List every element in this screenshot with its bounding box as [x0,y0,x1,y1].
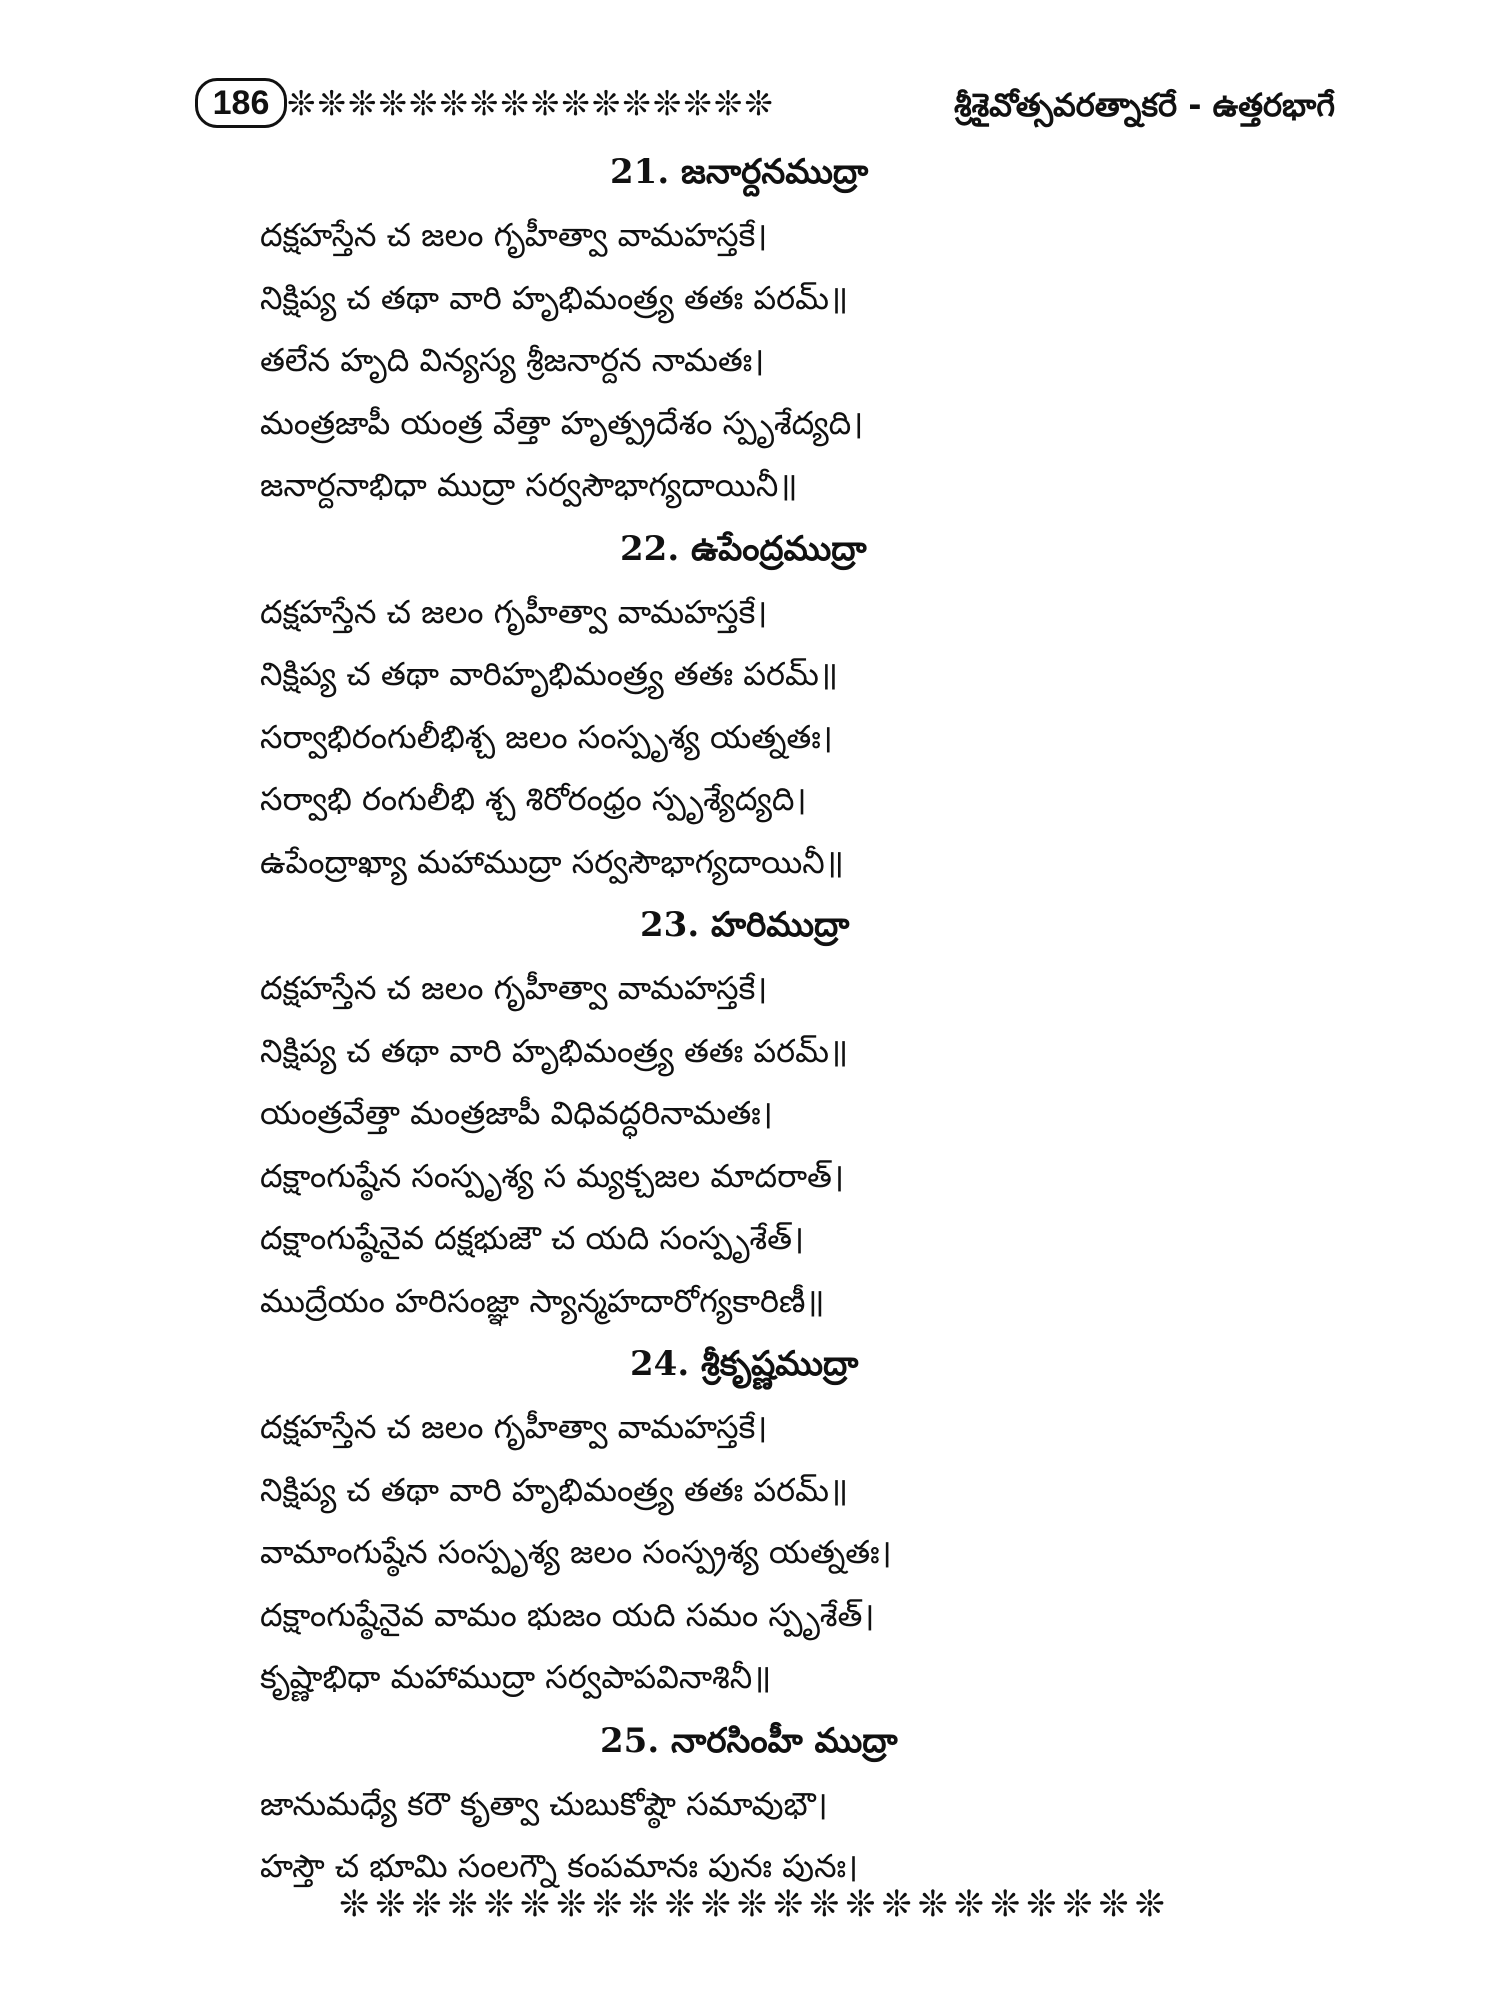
verse-line: కృష్ణాభిధా మహాముద్రా సర్వపాపవినాశినీ॥ [260,1658,772,1696]
verse-line: దక్షహస్తేన చ జలం గృహీత్వా వామహస్తకే। [260,969,768,1007]
section-heading: 21. జనార్దనముద్రా [610,152,869,192]
verse-line: ఉపేంద్రాఖ్యా మహాముద్రా సర్వసౌభాగ్యదాయినీ॥ [260,842,844,881]
section-22 [260,517,1260,894]
verse-line: సర్వాభి రంగులీభి శ్చ శిరోరంధ్రం స్పృశ్యేద్యది। [260,780,807,818]
verse-line: నిక్షిప్య చ తథా వారి హృభిమంత్ర్య తతః పరమ్॥ [260,1470,849,1509]
verse-line: దక్షాంగుష్ఠేనైవ దక్షభుజౌ చ యది సంస్పృశేత్। [260,1219,805,1257]
section-heading: 25. నారసింహీ ముద్రా [600,1720,898,1761]
section-25 [260,1709,1260,1898]
verse-line: దక్షహస్తేన చ జలం గృహీత్వా వామహస్తకే। [260,1408,768,1446]
section-23 [260,893,1260,1332]
verse-line: నిక్షిప్య చ తథా వారి హృభిమంత్ర్య తతః పరమ్॥ [260,278,849,317]
verse-line: దక్షాంగుష్ఠేన సంస్పృశ్య స మ్యక్చజల మాదరాత్। [260,1156,845,1195]
running-title: శ్రీశైవోత్సవరత్నాకరే - ఉత్తరభాగే [953,86,1335,124]
verse-line: మంత్రజాపీ యంత్ర వేత్తా హృత్ప్రదేశం స్పృశేద్యది। [260,403,864,442]
verse-line: హస్తౌ చ భూమి సంలగ్నౌ కంపమానః పునః పునః। [260,1847,859,1885]
verse-line: జనార్దనాభిధా ముద్రా సర్వసౌభాగ్యదాయినీ॥ [260,466,798,504]
verse-line: యంత్రవేత్తా మంత్రజాపీ విధివద్ధరినామతః। [260,1094,773,1132]
verse-line: నిక్షిప్య చ తథా వారి హృభిమంత్ర్య తతః పరమ్॥ [260,1031,849,1070]
verse-line: ముద్రేయం హరిసంజ్ఞా స్యాన్మహదారోగ్యకారిణీ॥ [260,1281,825,1320]
verse-line: వామాంగుష్ఠేన సంస్పృశ్య జలం సంస్ప్రశ్య యత్నతః। [260,1533,892,1571]
section-24 [260,1332,1260,1709]
section-21 [260,140,1260,517]
section-heading: 24. శ్రీకృష్ణముద్రా [630,1344,859,1384]
verse-line: నిక్షిప్య చ తథా వారిహృభిమంత్ర్య తతః పరమ్॥ [260,655,838,693]
verse-line: దక్షహస్తేన చ జలం గృహీత్వా వామహస్తకే। [260,592,768,631]
section-heading: 23. హరిముద్రా [640,905,850,945]
page-number: 186 [195,78,287,128]
verse-line: సర్వాభిరంగులీభిశ్చ జలం సంస్పృశ్య యత్నతః। [260,717,833,756]
verse-line: తలేన హృది విన్యస్య శ్రీజనార్దన నామతః। [260,341,765,379]
verse-line: దక్షహస్తేన చ జలం గృహీత్వా వామహస్తకే। [260,216,768,254]
header-ornament-row: ❊❊❊❊❊❊❊❊❊❊❊❊❊❊❊❊ [287,84,775,124]
footer-ornament-row: ❊❊❊❊❊❊❊❊❊❊❊❊❊❊❊❊❊❊❊❊❊❊❊ [339,1884,1171,1925]
page-header [195,78,1335,140]
section-heading: 22. ఉపేంద్రముద్రా [620,528,867,569]
verse-line: దక్షాంగుష్ఠేనైవ వామం భుజం యది సమం స్పృశేత్। [260,1595,875,1634]
page-content [260,140,1260,1898]
verse-line: జానుమధ్యే కరౌ కృత్వా చుబుకోష్ఠౌ సమావుభౌ। [260,1784,828,1823]
